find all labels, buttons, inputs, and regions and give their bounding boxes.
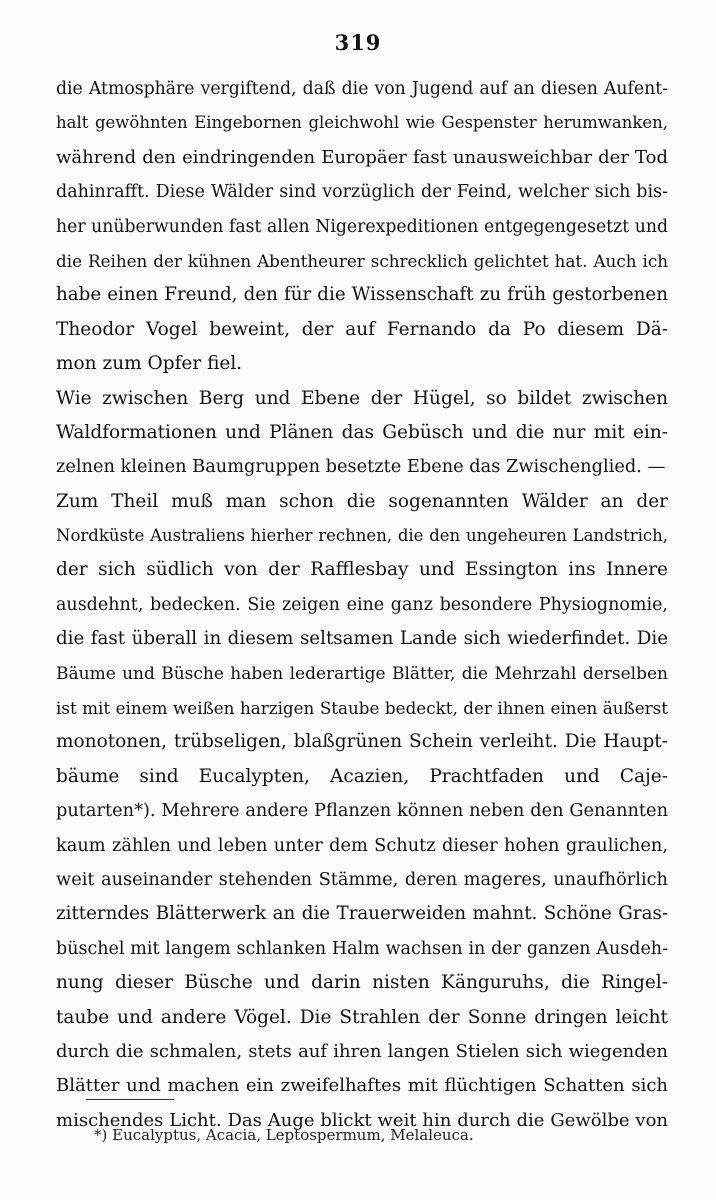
text-line: zitterndes Blätterwerk an die Trauerweiden mahnt. Schöne Gras- (56, 903, 668, 925)
text-line: zelnen kleinen Baumgruppen besetzte Ebene das Zwischenglied. — (56, 457, 666, 478)
footnote: *) Eucalyptus, Acacia, Leptospermum, Melaleuca. (94, 1126, 474, 1144)
body-text (56, 72, 668, 1138)
text-line: mischendes Licht. Das Auge blickt weit hin durch die Gewölbe von (56, 1109, 668, 1131)
text-line: Waldformationen und Plänen das Gebüsch und die nur mit ein- (56, 421, 668, 443)
page-number: 319 (334, 30, 382, 55)
text-line: Zum Theil muß man schon die sogenannten Wälder an der (56, 490, 668, 512)
text-line: der sich südlich von der Rafflesbay und Essington ins Innere (56, 559, 668, 581)
text-line: ist mit einem weißen harzigen Staube bedeckt, der ihnen einen äußerst (56, 698, 668, 719)
text-line: die Reihen der kühnen Abentheurer schrecklich gelichtet hat. Auch ich (56, 250, 668, 271)
text-line: weit auseinander stehenden Stämme, deren mageres, unaufhörlich (56, 869, 668, 890)
text-line: durch die schmalen, stets auf ihren langen Stielen sich wiegenden (56, 1040, 668, 1062)
footnote-separator (86, 1099, 174, 1100)
text-line: habe einen Freund, den für die Wissenschaft zu früh gestorbenen (56, 284, 668, 306)
text-line: dahinrafft. Diese Wälder sind vorzüglich der Feind, welcher sich bis- (56, 182, 668, 203)
text-line: die fast überall in diesem seltsamen Lande sich wiederfindet. Die (56, 628, 668, 650)
text-line: putarten*). Mehrere andere Pflanzen können neben den Genannten (56, 801, 668, 822)
text-line: Bäume und Büsche haben lederartige Blätter, die Mehrzahl derselben (56, 663, 668, 684)
text-line: büschel mit langem schlanken Halm wachsen in der ganzen Ausdeh- (56, 938, 668, 959)
text-line: mon zum Opfer fiel. (56, 353, 243, 375)
text-line: taube und andere Vögel. Die Strahlen der Sonne dringen leicht (56, 1006, 668, 1028)
text-line: her unüberwunden fast allen Nigerexpeditionen entgegengesetzt und (56, 216, 668, 237)
text-line: Nordküste Australiens hierher rechnen, die den ungeheuren Landstrich, (56, 526, 668, 546)
text-line: während den eindringenden Europäer fast unausweichbar der Tod (56, 146, 668, 168)
text-line: Wie zwischen Berg und Ebene der Hügel, so bildet zwischen (56, 387, 668, 409)
text-line: die Atmosphäre vergiftend, daß die von Jugend auf an diesen Aufent- (56, 79, 668, 99)
text-line: Theodor Vogel beweint, der auf Fernando da Po diesem Dä- (56, 318, 668, 340)
text-line: nung dieser Büsche und darin nisten Känguruhs, die Ringel- (56, 972, 668, 994)
text-line: halt gewöhnten Eingebornen gleichwohl wie Gespenster herumwanken, (56, 113, 668, 133)
text-line: ausdehnt, bedecken. Sie zeigen eine ganz besondere Physiognomie, (56, 594, 668, 615)
text-line: monotonen, trübseligen, blaßgrünen Schein verleiht. Die Haupt- (56, 731, 668, 753)
text-line: Blätter und machen ein zweifelhaftes mit flüchtigen Schatten sich (56, 1075, 668, 1097)
text-line: bäume sind Eucalypten, Acazien, Prachtfaden und Caje- (56, 765, 668, 787)
text-line: kaum zählen und leben unter dem Schutz dieser hohen graulichen, (56, 835, 668, 856)
